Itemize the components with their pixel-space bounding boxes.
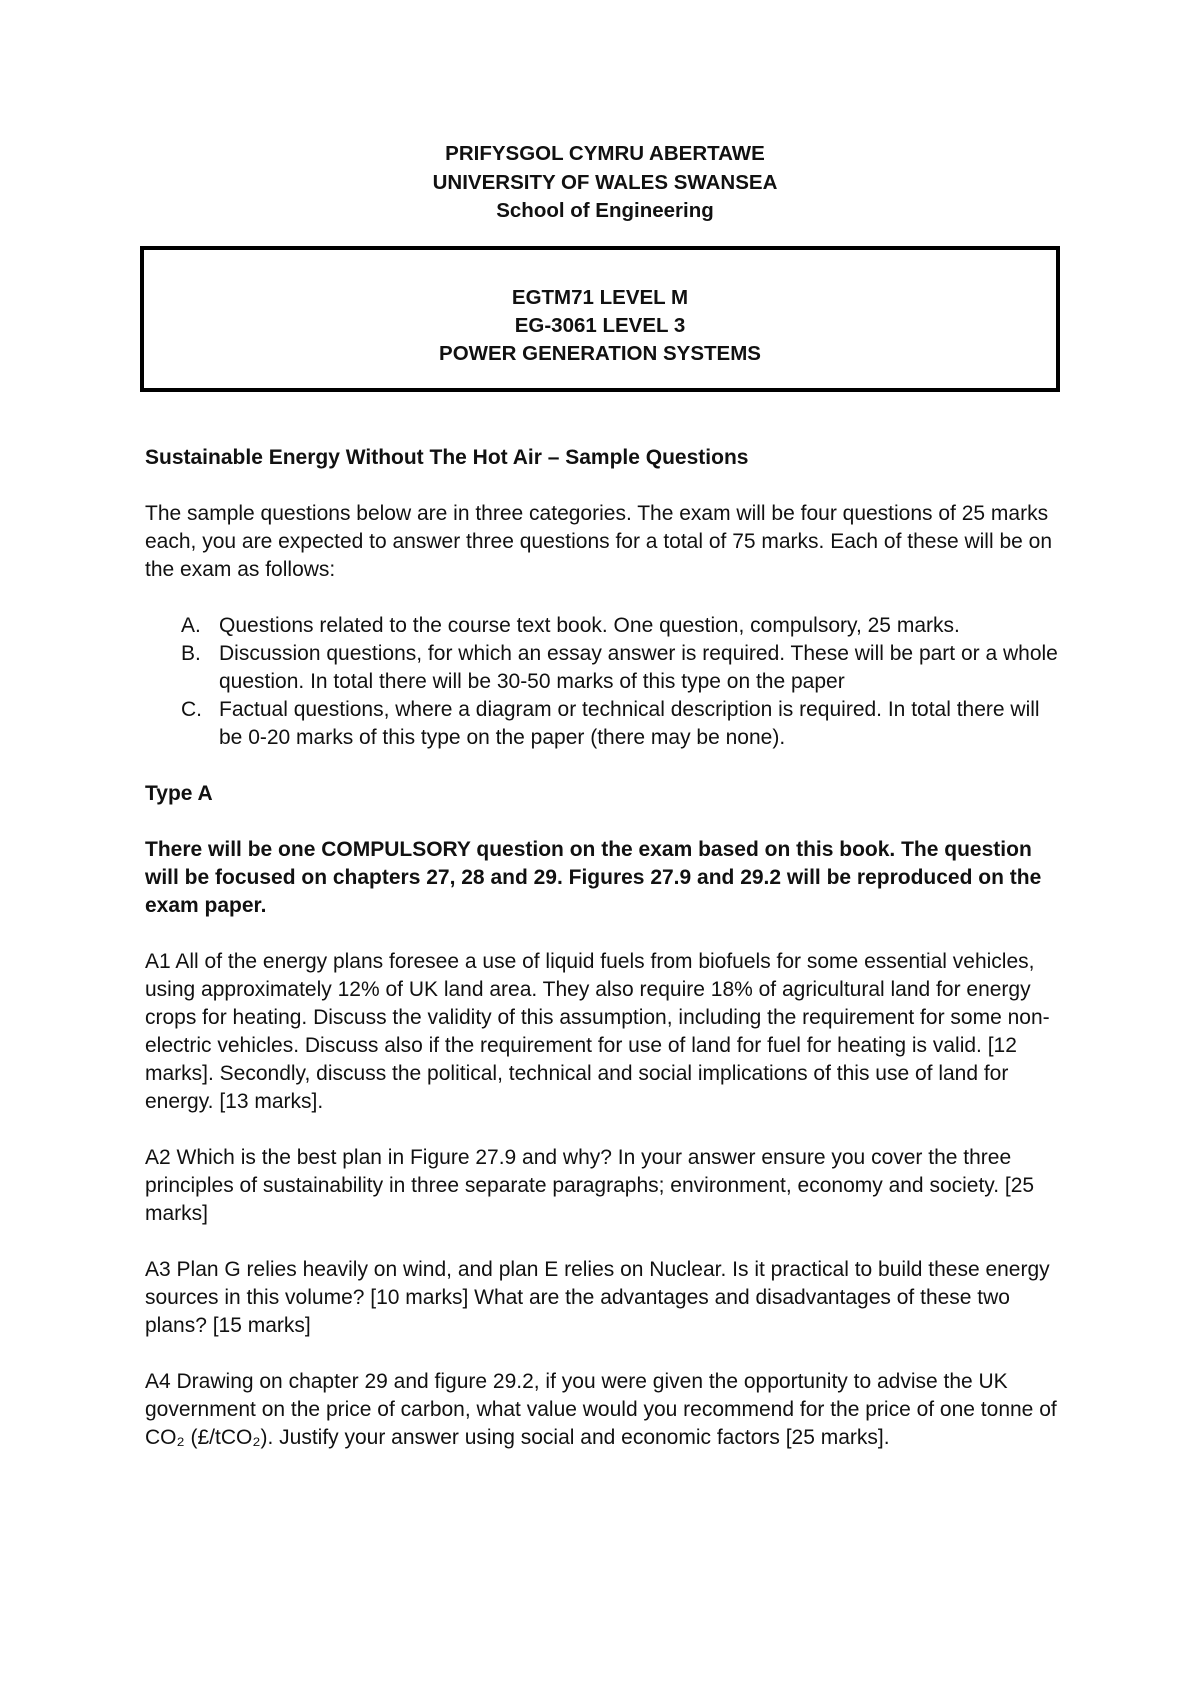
- header-english-name: UNIVERSITY OF WALES SWANSEA: [432, 170, 778, 194]
- institution-header: [145, 140, 1065, 226]
- header-welsh-name: PRIFYSGOL CYMRU ABERTAWE: [445, 142, 765, 165]
- category-item: [145, 612, 1065, 640]
- category-text: Discussion questions, for which an essay answer is required. These will be part or a whole question. In total there will be 30-50 marks of this type on the paper: [219, 641, 1058, 693]
- question-a1: A1 All of the energy plans foresee a use of liquid fuels from biofuels for some essential vehicles, using approximately 12% of UK land area. They also require 18% of agricultural land for energy crops for heating. Discuss the validity of this assumption, including the requirement for some non-electric vehicles. Discuss also if the requirement for use of land for fuel for heating is valid. [12 marks]. Secondly, discuss the political, technical and social implications of this use of land for energy. [13 marks].: [145, 949, 1050, 1113]
- module-title: POWER GENERATION SYSTEMS: [439, 341, 761, 365]
- question-a4: A4 Drawing on chapter 29 and figure 29.2, if you were given the opportunity to advise the UK government on the price of carbon, what value would you recommend for the price of one tonne of CO₂ (£/tCO₂). Justify your answer using social and economic factors [25 marks].: [145, 1369, 1057, 1449]
- type-a-heading: Type A: [145, 781, 213, 805]
- category-item: [145, 640, 1065, 696]
- document-page: [145, 140, 1065, 1452]
- category-list: [145, 612, 1065, 752]
- module-box: [140, 246, 1060, 392]
- category-item: [145, 696, 1065, 752]
- category-text: Factual questions, where a diagram or technical description is required. In total there will be 0-20 marks of this type on the paper (there may be none).: [219, 697, 1040, 749]
- category-marker: B.: [181, 641, 201, 665]
- intro-paragraph: The sample questions below are in three categories. The exam will be four questions of 25 marks each, you are expected to answer three questions for a total of 75 marks. Each of these will be on the exam as follows:: [145, 501, 1053, 581]
- module-code-m: EGTM71 LEVEL M: [511, 285, 689, 309]
- category-text: Questions related to the course text book. One question, compulsory, 25 marks.: [219, 613, 960, 637]
- module-code-3: EG-3061 LEVEL 3: [514, 313, 686, 337]
- category-marker: C.: [181, 697, 202, 721]
- type-a-note: There will be one COMPULSORY question on the exam based on this book. The question will be focused on chapters 27, 28 and 29. Figures 27.9 and 29.2 will be reproduced on the exam paper.: [145, 837, 1042, 917]
- question-a3: A3 Plan G relies heavily on wind, and plan E relies on Nuclear. Is it practical to build these energy sources in this volume? [10 marks] What are the advantages and disadvantages of these two plans? [15 marks]: [145, 1257, 1050, 1337]
- question-a2: A2 Which is the best plan in Figure 27.9 and why? In your answer ensure you cover the three principles of sustainability in three separate paragraphs; environment, economy and society. [25 marks]: [145, 1145, 1035, 1225]
- document-title: Sustainable Energy Without The Hot Air – Sample Questions: [145, 445, 749, 469]
- header-school: School of Engineering: [496, 199, 714, 222]
- category-marker: A.: [181, 613, 201, 637]
